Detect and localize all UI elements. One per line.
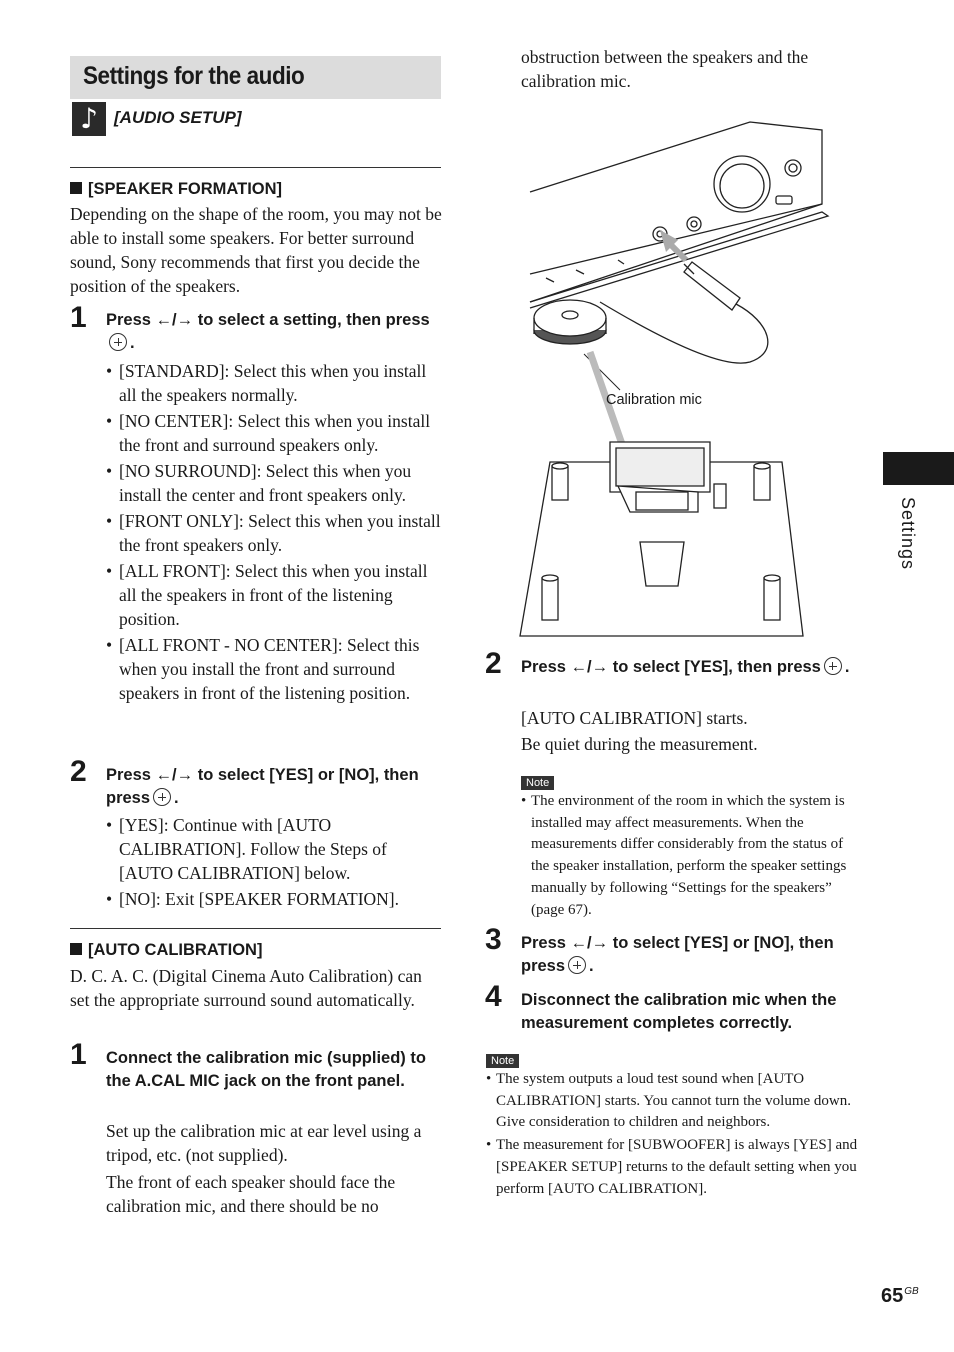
step-instruction: Press ←/→ to select [YES], then press . xyxy=(521,658,850,676)
step-number: 1 xyxy=(70,1038,87,1071)
list-item: • [ALL FRONT - NO CENTER]: Select this when you install the front and surround speakers in front of the listening position. xyxy=(106,633,441,705)
divider xyxy=(70,167,441,168)
list-item: • The system outputs a loud test sound when [AUTO CALIBRATION] starts. You cannot turn the volume down. Give consideration to children and neighbors. xyxy=(486,1069,858,1134)
enter-button-icon xyxy=(824,657,842,675)
list-item: • [NO]: Exit [SPEAKER FORMATION]. xyxy=(106,887,441,911)
section-subtitle: [AUDIO SETUP] xyxy=(114,108,242,127)
step-paragraph: Set up the calibration mic at ear level using a tripod, etc. (not supplied). xyxy=(106,1121,422,1165)
list-item: • [FRONT ONLY]: Select this when you install the front speakers only. xyxy=(106,509,441,557)
step-instruction: Press ←/→ to select a setting, then press. xyxy=(106,311,430,352)
divider xyxy=(70,928,441,929)
speaker-formation-options xyxy=(106,359,441,707)
speaker-formation-intro: Depending on the shape of the room, you may not be able to install some speakers. For better surround sound, Sony recommends that first you decide the position of the speakers. xyxy=(70,204,442,296)
note-label: Note xyxy=(521,773,554,791)
listener-seat-drawing xyxy=(640,542,684,586)
tv-drawing xyxy=(610,442,710,512)
music-note-icon: ♪ xyxy=(72,102,106,136)
enter-button-icon xyxy=(109,333,127,351)
step-instruction: Press ←/→ to select [YES] or [NO], then press . xyxy=(521,934,834,975)
step-number: 2 xyxy=(485,647,502,680)
mic-cable-drawing xyxy=(600,262,768,363)
page-number: $65^{GB}$ xyxy=(881,1285,919,1307)
yes-no-options xyxy=(106,813,441,913)
note-list xyxy=(521,791,856,922)
enter-button-icon xyxy=(153,788,171,806)
enter-button-icon xyxy=(568,956,586,974)
list-item: • [NO CENTER]: Select this when you install the front and surround speakers only. xyxy=(106,409,441,457)
step-number: 1 xyxy=(70,301,87,334)
list-item: • The environment of the room in which the system is installed may affect measurements. When the measurements differ considerably from the status of the speaker installation, perform the speaker settings manually by following “Settings for the speakers” (page 67). xyxy=(521,791,856,921)
step-paragraph: Be quiet during the measurement. xyxy=(521,734,758,754)
step-instruction: Disconnect the calibration mic when the measurement completes correctly. xyxy=(521,991,837,1032)
section-tab xyxy=(883,452,954,485)
list-item: • [NO SURROUND]: Select this when you install the center and front speakers only. xyxy=(106,459,441,507)
auto-calibration-intro: D. C. A. C. (Digital Cinema Auto Calibration) can set the appropriate surround sound automatically. xyxy=(70,966,422,1010)
step-paragraph: The front of each speaker should face the calibration mic, and there should be no xyxy=(106,1172,396,1216)
side-tab-label: Settings xyxy=(898,497,918,571)
list-item: • [ALL FRONT]: Select this when you install all the speakers in front of the listening position. xyxy=(106,559,441,631)
step-number: 2 xyxy=(70,755,87,788)
note-list xyxy=(486,1069,858,1201)
note-label: Note xyxy=(486,1051,519,1069)
step-paragraph: [AUTO CALIBRATION] starts. xyxy=(521,708,748,728)
step-number: 4 xyxy=(485,980,502,1013)
step-instruction: Press ←/→ to select [YES] or [NO], then press . xyxy=(106,766,419,807)
calibration-mic-drawing xyxy=(534,300,606,344)
section-title: Settings for the audio xyxy=(83,62,305,90)
calibration-mic-label: Calibration mic xyxy=(606,392,702,408)
step-number: 3 xyxy=(485,923,502,956)
calibration-mic-illustration xyxy=(500,112,840,642)
auto-calibration-heading: [AUTO CALIBRATION] xyxy=(70,941,262,960)
system-unit-drawing xyxy=(530,122,828,308)
step-instruction: Connect the calibration mic (supplied) to the A.CAL MIC jack on the front panel. xyxy=(106,1049,426,1090)
list-item: • The measurement for [SUBWOOFER] is always [YES] and [SPEAKER SETUP] returns to the default setting when you perform [AUTO CALIBRATION]. xyxy=(486,1135,858,1200)
section-title-bar xyxy=(70,56,441,99)
list-item: • [STANDARD]: Select this when you install all the speakers normally. xyxy=(106,359,441,407)
speaker-formation-heading: [SPEAKER FORMATION] xyxy=(70,180,282,199)
step-paragraph-continued: obstruction between the speakers and the calibration mic. xyxy=(521,47,809,91)
list-item: • [YES]: Continue with [AUTO CALIBRATION]. Follow the Steps of [AUTO CALIBRATION] below. xyxy=(106,813,441,885)
